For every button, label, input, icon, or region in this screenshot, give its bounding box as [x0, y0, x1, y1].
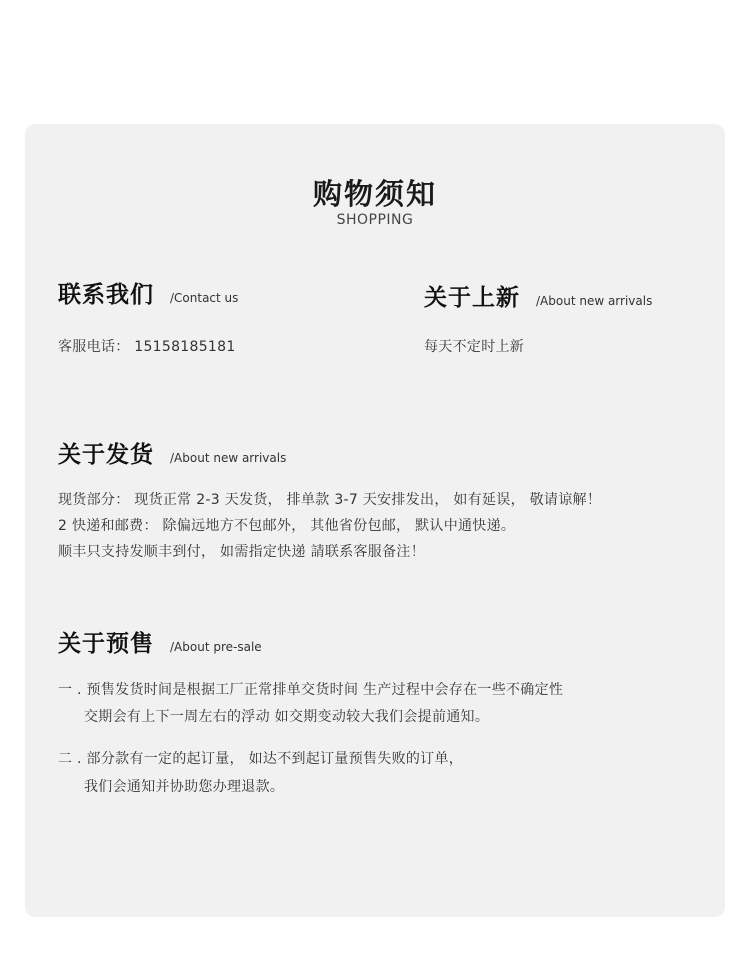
- presale-section-heading: [58, 625, 262, 658]
- shipping-subtitle: /About new arrivals: [170, 451, 287, 465]
- contact-phone-text: 客服电话： 15158185181: [58, 339, 236, 355]
- shipping-line: 2 快递和邮费： 除偏远地方不包邮外， 其他省份包邮， 默认中通快递。: [58, 518, 516, 534]
- contact-subtitle: /Contact us: [170, 291, 239, 305]
- shipping-title: 关于发货: [58, 442, 154, 468]
- new-arrivals-section-heading: [424, 279, 652, 312]
- presale-title: 关于预售: [58, 631, 154, 657]
- shipping-section-heading: [58, 436, 286, 469]
- presale-line: 交期会有上下一周左右的浮动 如交期变动较大我们会提前通知。: [84, 709, 490, 725]
- shipping-line: 现货部分： 现货正常 2-3 天发货， 排单款 3-7 天安排发出， 如有延误， 敬请谅解！: [58, 492, 602, 508]
- new-arrivals-text: 每天不定时上新: [424, 339, 525, 355]
- page-title: 购物须知: [312, 177, 437, 211]
- contact-title: 联系我们: [58, 282, 154, 308]
- shopping-notice-card: [25, 124, 725, 917]
- new-arrivals-subtitle: /About new arrivals: [536, 294, 653, 308]
- presale-line: 我们会通知并协助您办理退款。: [84, 779, 285, 795]
- contact-section-heading: [58, 276, 238, 309]
- new-arrivals-title: 关于上新: [424, 285, 520, 311]
- presale-subtitle: /About pre-sale: [170, 640, 262, 654]
- presale-line: 二 . 部分款有一定的起订量， 如达不到起订量预售失败的订单，: [58, 751, 464, 767]
- shipping-line: 顺丰只支持发顺丰到付， 如需指定快递 請联系客服备注！: [58, 544, 425, 560]
- page-subtitle: SHOPPING: [336, 212, 414, 228]
- presale-line: 一 . 预售发货时间是根据工厂正常排单交货时间 生产过程中会存在一些不确定性: [58, 682, 564, 698]
